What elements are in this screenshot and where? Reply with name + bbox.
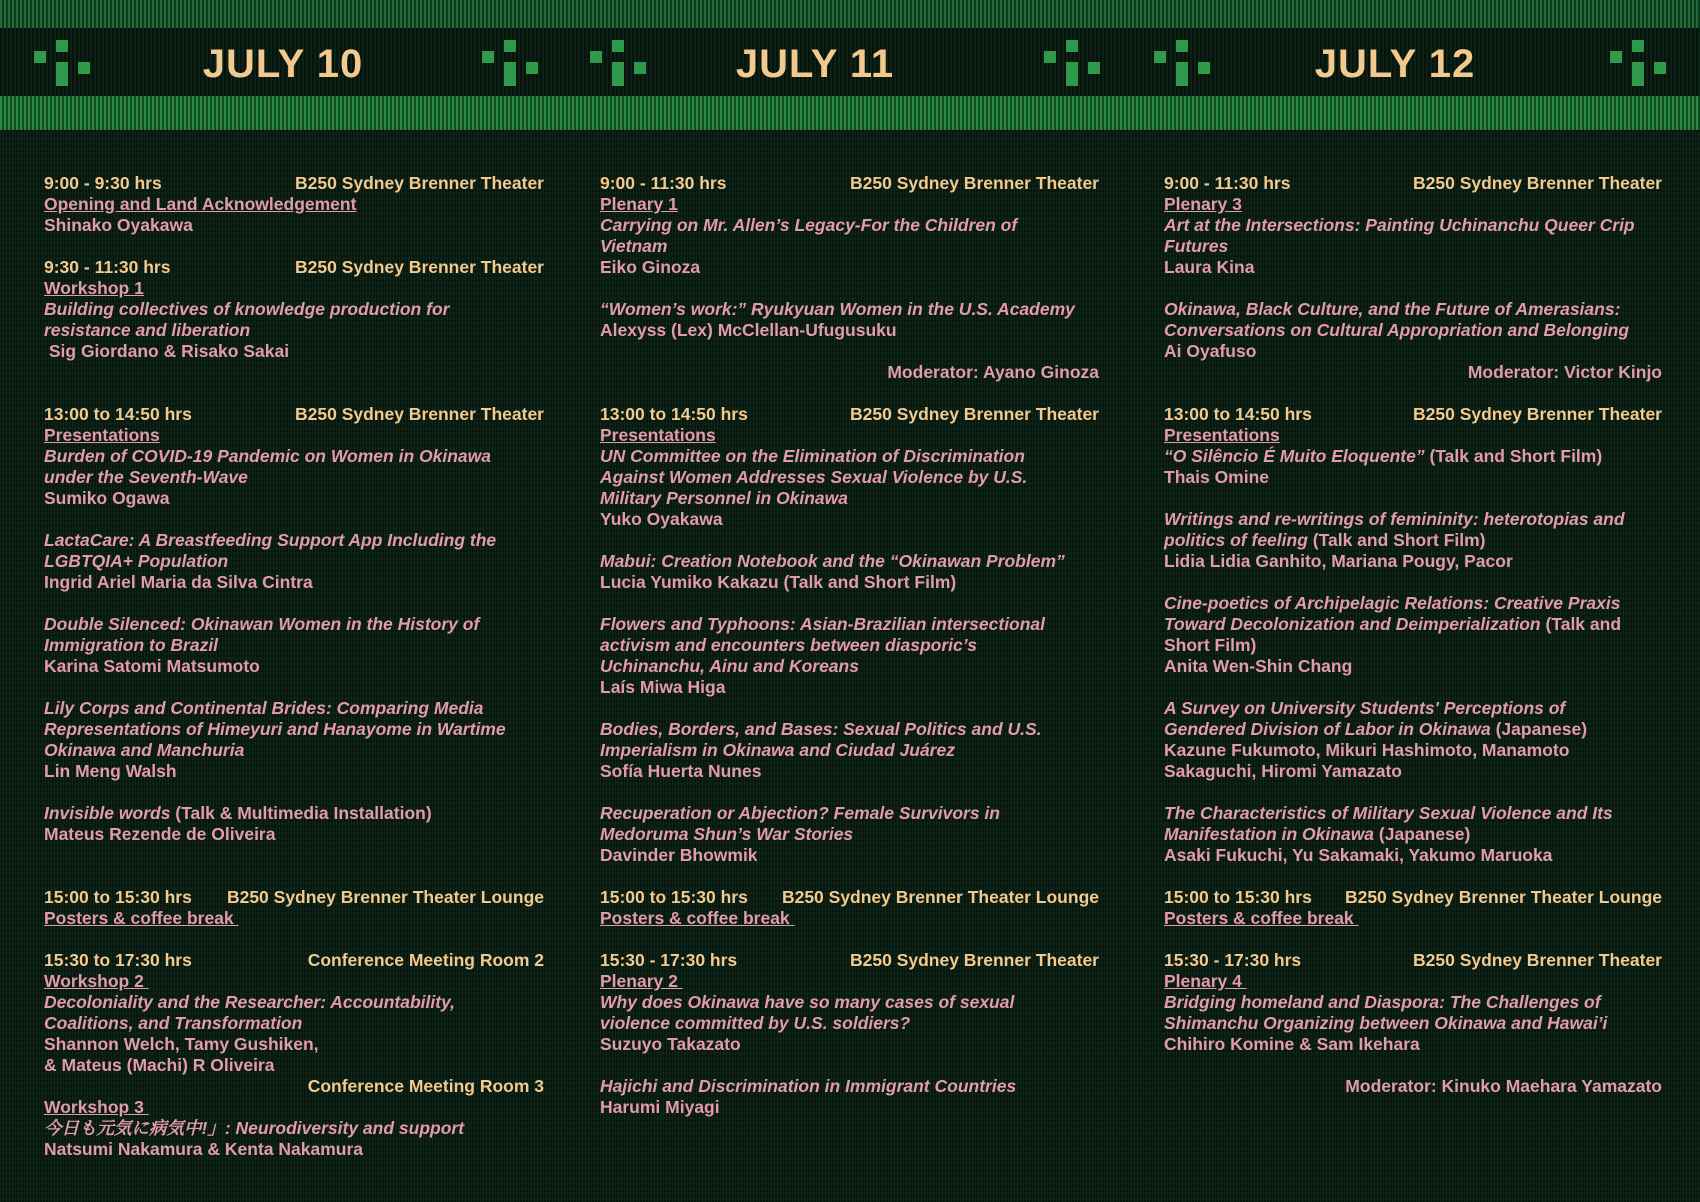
session-header (600, 950, 1099, 971)
talk-title: Bridging homeland and Diaspora: The Challenges of (1164, 992, 1601, 1012)
session-time: 9:00 - 11:30 hrs (600, 173, 727, 193)
session-header (44, 173, 544, 194)
speaker-name: Thais Omine (1164, 467, 1270, 487)
speaker-name: Karina Satomi Matsumoto (44, 656, 260, 676)
woven-stripe-bottom (0, 96, 1700, 130)
session-room: B250 Sydney Brenner Theater Lounge (226, 887, 544, 907)
speaker-name: & Mateus (Machi) R Oliveira (44, 1055, 275, 1075)
talk-title: A Survey on University Students' Perceptions of (1164, 698, 1566, 718)
session-header (1164, 404, 1662, 425)
session-header (1164, 887, 1662, 908)
talk-title: “O Silêncio É Muito Eloquente” (Talk and Short Film) (1164, 446, 1603, 466)
speaker-name: Sakaguchi, Hiromi Yamazato (1164, 761, 1402, 781)
moderator-name: Moderator: Kinuko Maehara Yamazato (1345, 1076, 1662, 1096)
speaker-name: Shannon Welch, Tamy Gushiken, (44, 1034, 319, 1054)
speaker-name: Lin Meng Walsh (44, 761, 177, 781)
session-time: 15:30 - 17:30 hrs (600, 950, 738, 970)
session-kind-link[interactable]: Posters & coffee break (44, 908, 239, 928)
session-time: 13:00 to 14:50 hrs (600, 404, 748, 424)
talk-title: Imperialism in Okinawa and Ciudad Juárez (600, 740, 955, 760)
talk-title: Building collectives of knowledge production for (44, 299, 450, 319)
session-room: B250 Sydney Brenner Theater (850, 404, 1099, 424)
talk-title: Uchinanchu, Ainu and Koreans (600, 656, 859, 676)
moderator-name: Moderator: Victor Kinjo (1467, 362, 1662, 382)
speaker-name: Chihiro Komine & Sam Ikehara (1164, 1034, 1420, 1054)
session-kind-link[interactable]: Posters & coffee break (600, 908, 795, 928)
talk-title: under the Seventh-Wave (44, 467, 248, 487)
talk-title: “Women’s work:” Ryukyuan Women in the U.S. Academy (600, 299, 1075, 319)
session-time: 15:00 to 15:30 hrs (1164, 887, 1312, 907)
session-time: 15:00 to 15:30 hrs (600, 887, 748, 907)
talk-title: 今日も元気に病気中!」: Neurodiversity and support (44, 1118, 465, 1138)
speaker-name: Ingrid Ariel Maria da Silva Cintra (44, 572, 313, 592)
session-room: B250 Sydney Brenner Theater (1413, 950, 1662, 970)
talk-title: Hajichi and Discrimination in Immigrant Countries (600, 1076, 1017, 1096)
session-kind-link[interactable]: Presentations (600, 425, 716, 445)
talk-title: LactaCare: A Breastfeeding Support App Including the (44, 530, 497, 550)
day-title-july-11: JULY 11 (735, 42, 895, 86)
day-column-july-10 (44, 173, 544, 1160)
session-kind-link[interactable]: Workshop 2 (44, 971, 149, 991)
session-time: 9:00 - 11:30 hrs (1164, 173, 1291, 193)
session-room: B250 Sydney Brenner Theater (850, 173, 1099, 193)
talk-title: Writings and re-writings of femininity: heterotopias and (1164, 509, 1625, 529)
session-room: B250 Sydney Brenner Theater (1413, 173, 1662, 193)
session-header (600, 173, 1099, 194)
talk-title: violence committed by U.S. soldiers? (600, 1013, 911, 1033)
speaker-name: Anita Wen-Shin Chang (1164, 656, 1353, 676)
talk-title: Immigration to Brazil (44, 635, 219, 655)
speaker-name: Eiko Ginoza (600, 257, 701, 277)
talk-title: Invisible words (Talk & Multimedia Installation) (44, 803, 432, 823)
woven-diamond-motif-icon (482, 40, 538, 86)
session-room: B250 Sydney Brenner Theater (295, 173, 544, 193)
talk-title: Bodies, Borders, and Bases: Sexual Politics and U.S. (600, 719, 1042, 739)
talk-title: resistance and liberation (44, 320, 251, 340)
talk-title: Manifestation in Okinawa (Japanese) (1164, 824, 1471, 844)
talk-title: Lily Corps and Continental Brides: Comparing Media (44, 698, 484, 718)
session-time: 15:00 to 15:30 hrs (44, 887, 192, 907)
woven-diamond-motif-icon (1044, 40, 1100, 86)
moderator-name: Moderator: Ayano Ginoza (887, 362, 1099, 382)
speaker-name: Laura Kina (1164, 257, 1255, 277)
speaker-name: Lidia Lidia Ganhito, Mariana Pougy, Pacor (1164, 551, 1513, 571)
session-kind-link[interactable]: Plenary 2 (600, 971, 683, 991)
session-kind-link[interactable]: Plenary 4 (1164, 971, 1247, 991)
session-header (600, 887, 1099, 908)
talk-title: Military Personnel in Okinawa (600, 488, 848, 508)
talk-title: Medoruma Shun’s War Stories (600, 824, 854, 844)
speaker-name: Suzuyo Takazato (600, 1034, 741, 1054)
talk-title: activism and encounters between diasporic’s (600, 635, 978, 655)
session-kind-link[interactable]: Opening and Land Acknowledgement (44, 194, 357, 214)
speaker-name: Sumiko Ogawa (44, 488, 170, 508)
woven-diamond-motif-icon (1610, 40, 1666, 86)
talk-title: Short Film) (1164, 635, 1257, 655)
speaker-name: Sofía Huerta Nunes (600, 761, 762, 781)
talk-title: Decoloniality and the Researcher: Accountability, (44, 992, 456, 1012)
day-title-july-10: JULY 10 (202, 42, 364, 86)
speaker-name: Kazune Fukumoto, Mikuri Hashimoto, Manamoto (1164, 740, 1570, 760)
talk-title: Toward Decolonization and Deimperialization (Talk and (1164, 614, 1622, 634)
talk-title: Vietnam (600, 236, 668, 256)
session-kind-link[interactable]: Presentations (1164, 425, 1280, 445)
talk-title: The Characteristics of Military Sexual Violence and Its (1164, 803, 1613, 823)
talk-title: Gendered Division of Labor in Okinawa (Japanese) (1164, 719, 1588, 739)
session-room: B250 Sydney Brenner Theater (850, 950, 1099, 970)
talk-title: Mabui: Creation Notebook and the “Okinawan Problem” (600, 551, 1065, 571)
session-time: 9:30 - 11:30 hrs (44, 257, 171, 277)
talk-title: Burden of COVID-19 Pandemic on Women in Okinawa (44, 446, 491, 466)
speaker-name: Harumi Miyagi (600, 1097, 720, 1117)
talk-title: Shimanchu Organizing between Okinawa and Hawai’i (1164, 1013, 1608, 1033)
session-header (1164, 173, 1662, 194)
session-time: 13:00 to 14:50 hrs (1164, 404, 1312, 424)
session-kind-link[interactable]: Workshop 3 (44, 1097, 149, 1117)
session-time: 13:00 to 14:50 hrs (44, 404, 192, 424)
speaker-name: Asaki Fukuchi, Yu Sakamaki, Yakumo Maruoka (1164, 845, 1553, 865)
woven-diamond-motif-icon (34, 40, 90, 86)
talk-title: Carrying on Mr. Allen’s Legacy-For the Children of (600, 215, 1018, 235)
talk-title: Okinawa and Manchuria (44, 740, 245, 760)
session-room: Conference Meeting Room 3 (307, 1076, 544, 1096)
session-kind-link[interactable]: Plenary 3 (1164, 194, 1242, 214)
speaker-name: Mateus Rezende de Oliveira (44, 824, 276, 844)
talk-title: Recuperation or Abjection? Female Survivors in (600, 803, 1000, 823)
talk-title: Art at the Intersections: Painting Uchinanchu Queer Crip (1164, 215, 1635, 235)
woven-stripe-top (0, 0, 1700, 28)
speaker-name: Alexyss (Lex) McClellan-Ufugusuku (600, 320, 897, 340)
session-header (600, 404, 1099, 425)
session-header (44, 887, 544, 908)
speaker-name: Lucia Yumiko Kakazu (Talk and Short Film) (600, 572, 957, 592)
session-room: B250 Sydney Brenner Theater (295, 257, 544, 277)
talk-title: Against Women Addresses Sexual Violence by U.S. (600, 467, 1028, 487)
talk-title: Conversations on Cultural Appropriation and Belonging (1164, 320, 1630, 340)
session-kind-link[interactable]: Posters & coffee break (1164, 908, 1359, 928)
speaker-name: Yuko Oyakawa (600, 509, 723, 529)
speaker-name: Sig Giordano & Risako Sakai (44, 341, 290, 361)
talk-title: Futures (1164, 236, 1229, 256)
session-room: B250 Sydney Brenner Theater (1413, 404, 1662, 424)
day-column-july-11 (600, 173, 1099, 1118)
session-time: 15:30 - 17:30 hrs (1164, 950, 1302, 970)
session-time: 9:00 - 9:30 hrs (44, 173, 162, 193)
talk-title: LGBTQIA+ Population (44, 551, 229, 571)
talk-title: Coalitions, and Transformation (44, 1013, 303, 1033)
talk-title: Cine-poetics of Archipelagic Relations: Creative Praxis (1164, 593, 1621, 613)
session-room: Conference Meeting Room 2 (307, 950, 544, 970)
talk-title: UN Committee on the Elimination of Discrimination (600, 446, 1025, 466)
talk-title: Why does Okinawa have so many cases of sexual (600, 992, 1015, 1012)
session-time: 15:30 to 17:30 hrs (44, 950, 192, 970)
talk-title: Double Silenced: Okinawan Women in the History of (44, 614, 480, 634)
speaker-name: Ai Oyafuso (1164, 341, 1257, 361)
session-header (44, 404, 544, 425)
talk-title: Representations of Himeyuri and Hanayome in Wartime (44, 719, 506, 739)
day-title-july-12: JULY 12 (1314, 42, 1476, 86)
session-room: B250 Sydney Brenner Theater Lounge (781, 887, 1099, 907)
speaker-name: Laís Miwa Higa (600, 677, 726, 697)
session-header (1164, 950, 1662, 971)
session-header (44, 257, 544, 278)
session-kind-link[interactable]: Presentations (44, 425, 160, 445)
session-room: B250 Sydney Brenner Theater (295, 404, 544, 424)
day-column-july-12 (1164, 173, 1662, 1097)
session-header (44, 950, 544, 971)
speaker-name: Shinako Oyakawa (44, 215, 193, 235)
speaker-name: Natsumi Nakamura & Kenta Nakamura (44, 1139, 364, 1159)
session-kind-link[interactable]: Plenary 1 (600, 194, 678, 214)
speaker-name: Davinder Bhowmik (600, 845, 758, 865)
session-kind-link[interactable]: Workshop 1 (44, 278, 144, 298)
session-room: B250 Sydney Brenner Theater Lounge (1344, 887, 1662, 907)
talk-title: Okinawa, Black Culture, and the Future of Amerasians: (1164, 299, 1621, 319)
talk-title: Flowers and Typhoons: Asian-Brazilian intersectional (600, 614, 1046, 634)
talk-title: politics of feeling (Talk and Short Film) (1164, 530, 1486, 550)
